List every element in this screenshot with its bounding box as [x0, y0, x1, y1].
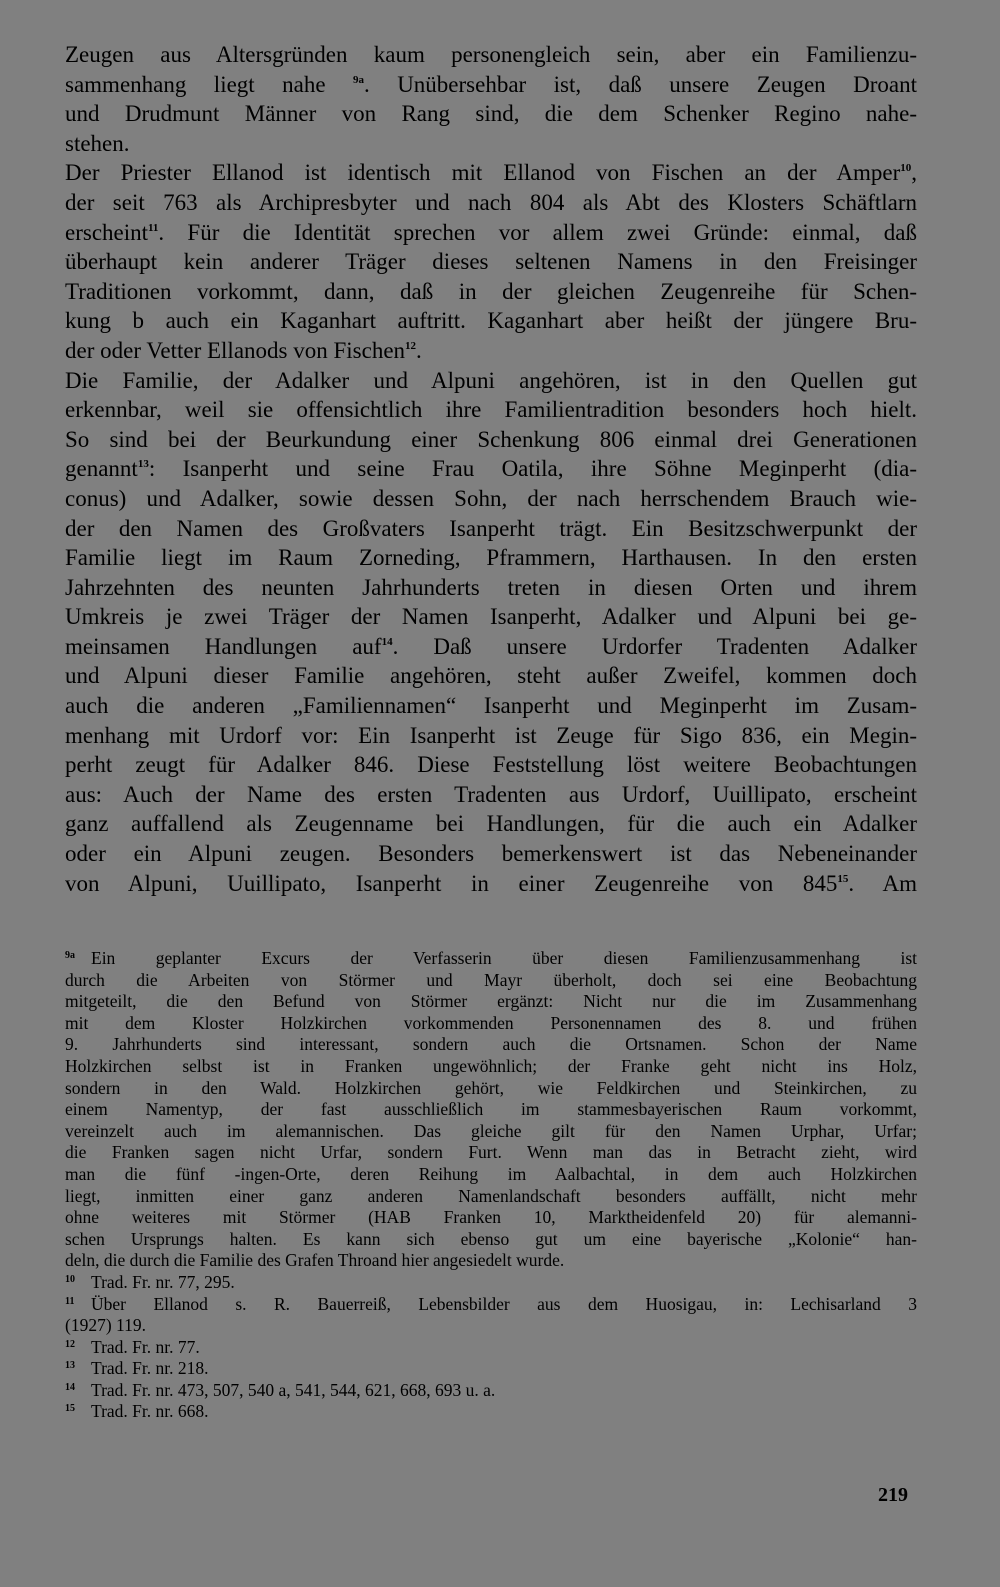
footnote-ref-11[interactable]: 11: [148, 221, 159, 234]
text-fragment: erscheint: [65, 219, 149, 245]
text-fragment: von Alpuni, Uuillipato, Isanperht in einer Zeugenreihe von 845: [65, 870, 838, 896]
text-fragment: Ein geplanter Excurs der Verfasserin über diesen Familienzusammenhang ist: [91, 948, 917, 968]
text-line: So sind bei der Beurkundung einer Schenkung 806 einmal drei Generationen: [65, 426, 917, 452]
footnote-9a: [65, 948, 917, 1272]
footnote-14: [65, 1380, 917, 1402]
footnote-15: [65, 1401, 917, 1423]
text-line: [65, 454, 917, 484]
text-line: [65, 70, 917, 100]
footnote-12: [65, 1337, 917, 1359]
footnote-line: ohne weiteres mit Störmer (HAB Franken 10, Marktheidenfeld 20) für alemanni-: [65, 1207, 917, 1228]
footnote-text: Trad. Fr. nr. 77, 295.: [91, 1271, 235, 1292]
text-line: Die Familie, der Adalker und Alpuni angehören, ist in den Quellen gut: [65, 367, 917, 393]
text-line: Umkreis je zwei Träger der Namen Isanperht, Adalker und Alpuni bei ge-: [65, 604, 917, 630]
text-line: menhang mit Urdorf vor: Ein Isanperht ist Zeuge für Sigo 836, ein Megin-: [65, 722, 917, 748]
footnote-10: [65, 1272, 917, 1294]
footnote-line: 14 Trad. Fr. nr. 473, 507, 540 a, 541, 544, 621, 668, 693 u. a.: [65, 1379, 496, 1400]
text-line: auch die anderen „Familiennamen“ Isanperht und Meginperht im Zusam-: [65, 693, 917, 719]
page-number: 219: [878, 1484, 908, 1506]
text-line: der seit 763 als Archipresbyter und nach 804 als Abt des Klosters Schäftlarn: [65, 189, 917, 215]
footnote-line: vereinzelt auch im alemannischen. Das gleiche gilt für den Namen Urphar, Urfar;: [65, 1120, 917, 1141]
footnote-13: [65, 1358, 917, 1380]
text-fragment: .: [416, 337, 422, 363]
text-line: oder ein Alpuni zeugen. Besonders bemerkenswert ist das Nebeneinander: [65, 841, 917, 867]
footnote-line: die Franken sagen nicht Urfar, sondern Furt. Wenn man das in Betracht zieht, wird: [65, 1142, 917, 1163]
footnote-ref-12[interactable]: 12: [405, 339, 417, 352]
footnote-line: 9. Jahrhunderts sind interessant, sondern auch die Ortsnamen. Schon der Name: [65, 1034, 917, 1055]
footnote-text: Über Ellanod s. R. Bauerreiß, Lebensbilder aus dem Huosigau, in: Lechisarland 3: [91, 1293, 917, 1314]
footnote-line: 12 Trad. Fr. nr. 77.: [65, 1336, 200, 1357]
footnote-line: 15 Trad. Fr. nr. 668.: [65, 1401, 209, 1422]
text-fragment: . Unübersehbar ist, daß unsere Zeugen Droant: [364, 71, 917, 97]
footnote-line: mit dem Kloster Holzkirchen vorkommenden Personennamen des 8. und frühen: [65, 1012, 917, 1033]
text-line: und Drudmunt Männer von Rang sind, die dem Schenker Regino nahe-: [65, 101, 917, 127]
footnote-line: 9a Ein geplanter Excurs der Verfasserin über diesen Familienzusammenhang ist: [65, 948, 917, 968]
text-fragment: : Isanperht und seine Frau Oatila, ihre Söhne Meginperht (dia-: [148, 456, 917, 482]
text-fragment: der oder Vetter Ellanods von Fischen: [65, 337, 406, 363]
text-line: [65, 218, 917, 248]
footnote-line: mitgeteilt, die den Befund von Störmer ergänzt: Nicht nur die im Zusammenhang: [65, 991, 917, 1012]
footnote-text: Trad. Fr. nr. 668.: [91, 1401, 209, 1422]
footnote-text: Trad. Fr. nr. 473, 507, 540 a, 541, 544, 621, 668, 693 u. a.: [91, 1379, 496, 1400]
footnote-text: Trad. Fr. nr. 218.: [91, 1358, 209, 1379]
text-fragment: genannt: [65, 456, 138, 482]
text-fragment: Der Priester Ellanod ist identisch mit Ellanod von Fischen an der Amper: [65, 160, 901, 186]
text-fragment: sammenhang liegt nahe: [65, 71, 353, 97]
footnotes-section: [65, 948, 917, 1423]
text-fragment: . Für die Identität sprechen vor allem zwei Gründe: einmal, daß: [158, 219, 917, 245]
text-line: perht zeugt für Adalker 846. Diese Feststellung löst weitere Beobachtungen: [65, 752, 917, 778]
footnote-text: Trad. Fr. nr. 77.: [91, 1336, 200, 1357]
footnote-ref-9a[interactable]: 9a: [353, 73, 364, 86]
text-line: Familie liegt im Raum Zorneding, Pframmern, Harthausen. In den ersten: [65, 545, 917, 571]
footnote-line: (1927) 119.: [65, 1315, 147, 1336]
paragraph-3: [65, 366, 917, 899]
footnote-line: liegt, inmitten einer ganz anderen Namenlandschaft besonders auffällt, nicht mehr: [65, 1185, 917, 1206]
footnote-line: 13 Trad. Fr. nr. 218.: [65, 1358, 209, 1379]
footnote-line: schen Ursprungs halten. Es kann sich ebenso gut um eine bayerische „Kolonie“ han-: [65, 1228, 917, 1249]
text-fragment: . Am: [848, 870, 917, 896]
text-fragment: . Daß unsere Urdorfer Tradenten Adalker: [392, 633, 917, 659]
footnote-line: einem Namentyp, der fast ausschließlich im stammesbayerischen Raum vorkommt,: [65, 1099, 917, 1120]
footnote-ref-13[interactable]: 13: [137, 458, 149, 471]
text-fragment: meinsamen Handlungen auf: [65, 633, 382, 659]
footnote-ref-14[interactable]: 14: [381, 635, 393, 648]
paragraph-2: [65, 158, 917, 365]
text-line: erkennbar, weil sie offensichtlich ihre Familientradition besonders hoch hielt.: [65, 397, 917, 423]
paragraph-1: [65, 40, 917, 158]
footnote-ref-10[interactable]: 10: [900, 162, 912, 175]
text-line: der den Namen des Großvaters Isanperht trägt. Ein Besitzschwerpunkt der: [65, 515, 917, 541]
text-line: [65, 869, 917, 899]
main-text: [65, 40, 917, 898]
text-line: Traditionen vorkommt, dann, daß in der gleichen Zeugenreihe für Schen-: [65, 278, 917, 304]
text-line: ganz auffallend als Zeugenname bei Handlungen, für die auch ein Adalker: [65, 811, 917, 837]
footnote-11: [65, 1294, 917, 1337]
footnote-line: sondern in den Wald. Holzkirchen gehört, wie Feldkirchen und Steinkirchen, zu: [65, 1077, 917, 1098]
text-line: stehen.: [65, 130, 130, 156]
text-line: [65, 632, 917, 662]
text-line: und Alpuni dieser Familie angehören, steht außer Zweifel, kommen doch: [65, 663, 917, 689]
text-line: [65, 158, 917, 188]
footnote-line: 11 Über Ellanod s. R. Bauerreiß, Lebensbilder aus dem Huosigau, in: Lechisarland 3: [65, 1293, 917, 1314]
text-line: Jahrzehnten des neunten Jahrhunderts treten in diesen Orten und ihrem: [65, 574, 917, 600]
text-line: [65, 336, 917, 366]
footnote-line: man die fünf -ingen-Orte, deren Reihung im Aalbachtal, in dem auch Holzkirchen: [65, 1163, 917, 1184]
text-line: aus: Auch der Name des ersten Tradenten aus Urdorf, Uuillipato, erscheint: [65, 781, 917, 807]
footnote-ref-15[interactable]: 15: [837, 872, 849, 885]
footnote-line: 10 Trad. Fr. nr. 77, 295.: [65, 1271, 235, 1292]
footnote-line: Holzkirchen selbst ist in Franken ungewöhnlich; der Franke geht nicht ins Holz,: [65, 1055, 917, 1076]
footnote-line: deln, die durch die Familie des Grafen Throand hier angesiedelt wurde.: [65, 1250, 565, 1271]
text-line: kung b auch ein Kaganhart auftritt. Kaganhart aber heißt der jüngere Bru-: [65, 308, 917, 334]
text-line: conus) und Adalker, sowie dessen Sohn, der nach herrschendem Brauch wie-: [65, 485, 917, 511]
text-line: überhaupt kein anderer Träger dieses seltenen Namens in den Freisinger: [65, 249, 917, 275]
text-line: Zeugen aus Altersgründen kaum personengleich sein, aber ein Familienzu-: [65, 42, 917, 67]
footnote-line: durch die Arbeiten von Störmer und Mayr überholt, doch sei eine Beobachtung: [65, 969, 917, 990]
text-fragment: ,: [911, 160, 917, 186]
